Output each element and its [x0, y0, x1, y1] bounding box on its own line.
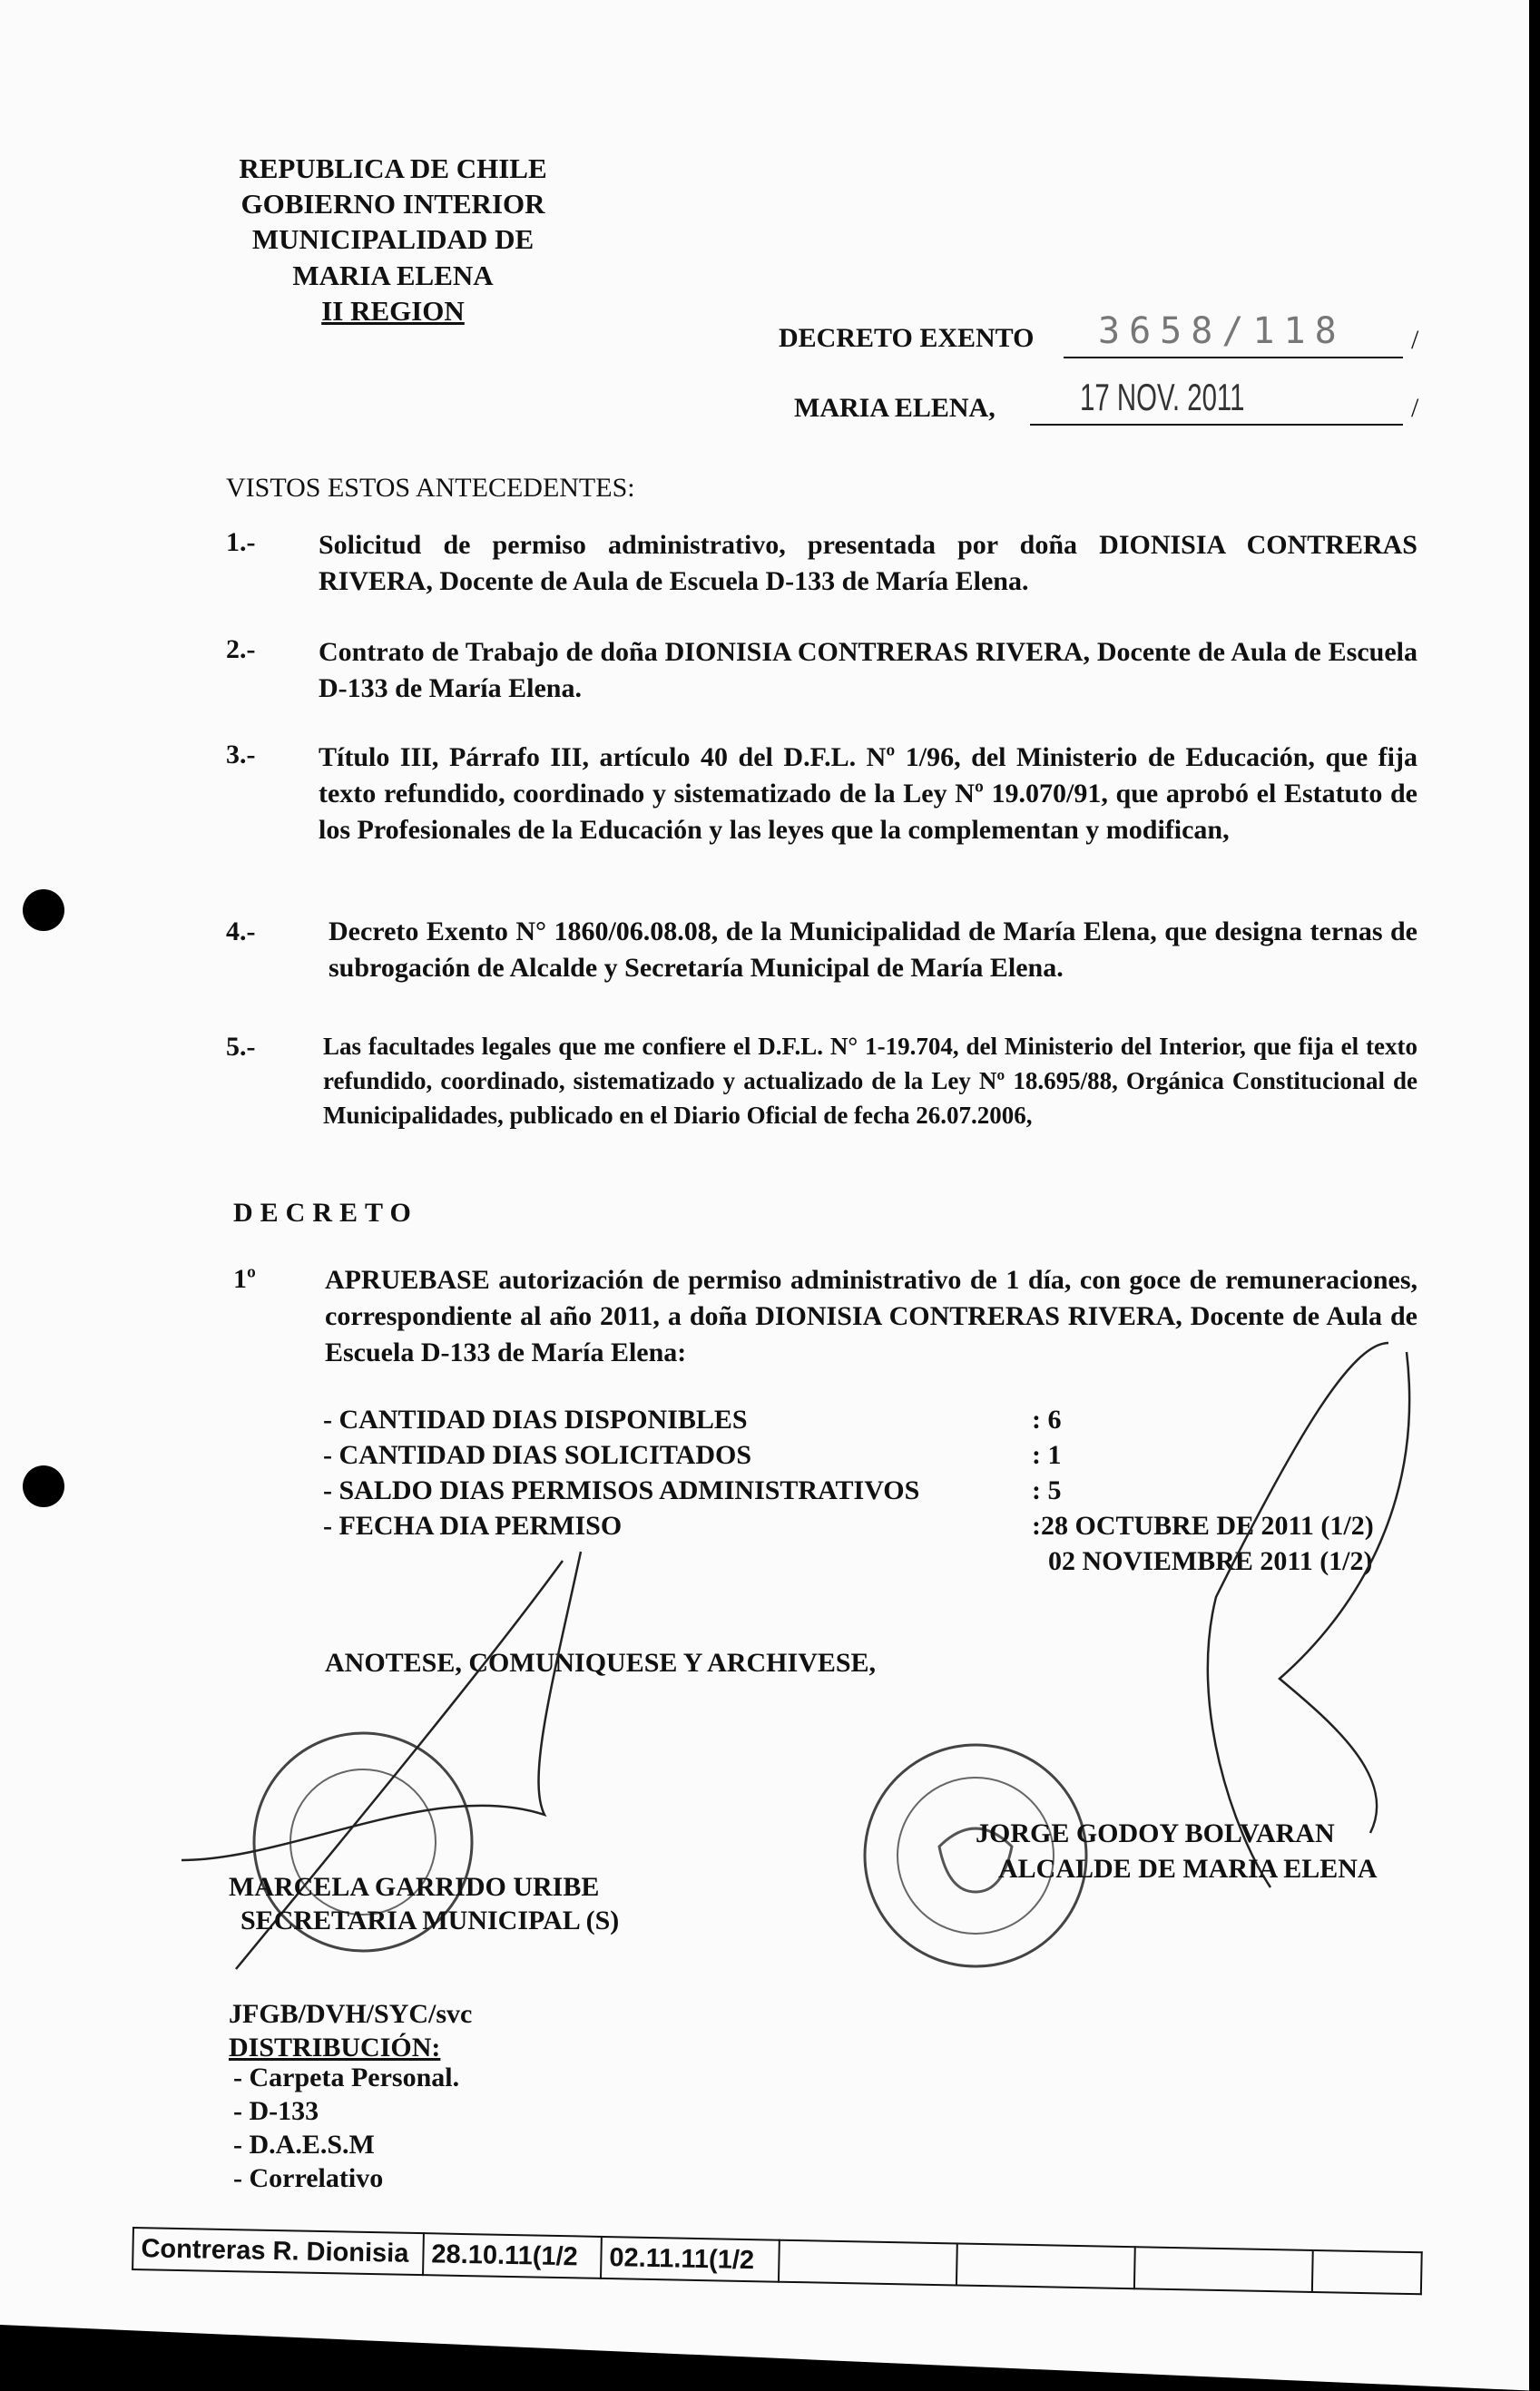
header-line: GOBIERNO INTERIOR	[240, 188, 545, 220]
distribution-item: - Carpeta Personal.	[233, 2063, 460, 2092]
detail-label: - CANTIDAD DIAS DISPONIBLES	[323, 1405, 748, 1435]
table-cell: 28.10.11(1/2	[423, 2233, 602, 2278]
table-cell: Contreras R. Dionisia	[132, 2228, 424, 2275]
distribution-item: - Correlativo	[233, 2163, 384, 2193]
table-cell	[956, 2243, 1135, 2288]
detail-value: 02 NOVIEMBRE 2011 (1/2)	[1048, 1546, 1373, 1576]
decreto-label: DECRETO EXENTO	[779, 323, 1035, 353]
distribution-title: DISTRIBUCIÓN:	[229, 2033, 441, 2063]
header-line: MUNICIPALIDAD DE	[251, 223, 535, 255]
vistos-item: Las facultades legales que me confiere el D.F.L. N° 1-19.704, del Ministerio del Interior, que fija el texto refundido, coordinado, sistematizado y actualizado de la Ley Nº 18.695/88, Orgánica Constitucional de Municipalidades, publicado en el Diario Oficial de fecha 26.07.2006,	[323, 1033, 1417, 1129]
signer-left-name: MARCELA GARRIDO URIBE	[229, 1872, 600, 1902]
scan-edge-bottom	[0, 2305, 1540, 2391]
punch-hole	[23, 1465, 64, 1507]
item-number: 1.-	[226, 527, 256, 557]
vistos-title: VISTOS ESTOS ANTECEDENTES:	[226, 473, 635, 503]
detail-value: : 5	[1032, 1475, 1062, 1505]
closing: ANOTESE, COMUNIQUESE Y ARCHIVESE,	[325, 1648, 877, 1678]
header-line: REPUBLICA DE CHILE	[239, 152, 547, 184]
item-number: 4.-	[226, 916, 256, 946]
place-label: MARIA ELENA,	[794, 393, 996, 423]
table-cell	[1134, 2247, 1313, 2292]
signature-left	[163, 1543, 672, 2051]
detail-value: : 1	[1032, 1440, 1062, 1470]
item-number: 5.-	[226, 1032, 256, 1062]
header-line: II REGION	[321, 295, 465, 327]
vistos-item: Contrato de Trabajo de doña DIONISIA CONTRERAS RIVERA, Docente de Aula de Escuela D-133 de María Elena.	[319, 637, 1417, 703]
signer-left-title: SECRETARIA MUNICIPAL (S)	[240, 1906, 620, 1935]
detail-value: : 6	[1032, 1405, 1062, 1435]
header-line: MARIA ELENA	[292, 260, 494, 291]
resolution-text: APRUEBASE autorización de permiso administrativo de 1 día, con goce de remuneraciones, correspondiente al año 2011, a doña DIONISIA CONTRERAS RIVERA, Docente de Aula de Escuela D-133 de María Elena:	[325, 1265, 1417, 1367]
detail-label: - SALDO DIAS PERMISOS ADMINISTRATIVOS	[323, 1475, 920, 1505]
detail-label: - FECHA DIA PERMISO	[323, 1511, 623, 1541]
detail-label: - CANTIDAD DIAS SOLICITADOS	[323, 1440, 752, 1470]
table-cell	[1312, 2250, 1422, 2294]
signer-right-name: JORGE GODOY BOLVARAN	[976, 1818, 1335, 1848]
punch-hole	[23, 889, 64, 931]
vistos-item: Solicitud de permiso administrativo, presentada por doña DIONISIA CONTRERAS RIVERA, Docente de Aula de Escuela D-133 de María Elena.	[319, 530, 1417, 596]
item-number: 1º	[233, 1264, 256, 1294]
decreto-title: DECRETO	[233, 1198, 418, 1228]
item-number: 2.-	[226, 634, 256, 664]
decreto-number: 3658/118	[1098, 310, 1346, 352]
distribution-item: - D-133	[233, 2096, 319, 2126]
table-cell	[779, 2240, 957, 2286]
vistos-item: Decreto Exento N° 1860/06.08.08, de la Municipalidad de María Elena, que designa ternas de subrogación de Alcalde y Secretaría Municipal de María Elena.	[329, 916, 1417, 983]
signer-right-title: ALCALDE DE MARIA ELENA	[998, 1854, 1378, 1884]
item-number: 3.-	[226, 740, 256, 769]
scan-edge-right	[1529, 0, 1540, 2391]
initials: JFGB/DVH/SYC/svc	[229, 1999, 473, 2029]
detail-value: :28 OCTUBRE DE 2011 (1/2)	[1032, 1511, 1374, 1541]
table-cell: 02.11.11(1/2	[601, 2237, 780, 2282]
permit-record-table	[132, 2227, 1423, 2295]
distribution-item: - D.A.E.S.M	[233, 2130, 375, 2160]
decreto-date: 17 NOV. 2011	[1080, 376, 1245, 418]
vistos-item: Título III, Párrafo III, artículo 40 del D.F.L. Nº 1/96, del Ministerio de Educación, que fija texto refundido, coordinado y sistematizado de la Ley Nº 19.070/91, que aprobó el Estatuto de los Profesionales de la Educación y las leyes que la complementan y modifican,	[319, 742, 1417, 845]
